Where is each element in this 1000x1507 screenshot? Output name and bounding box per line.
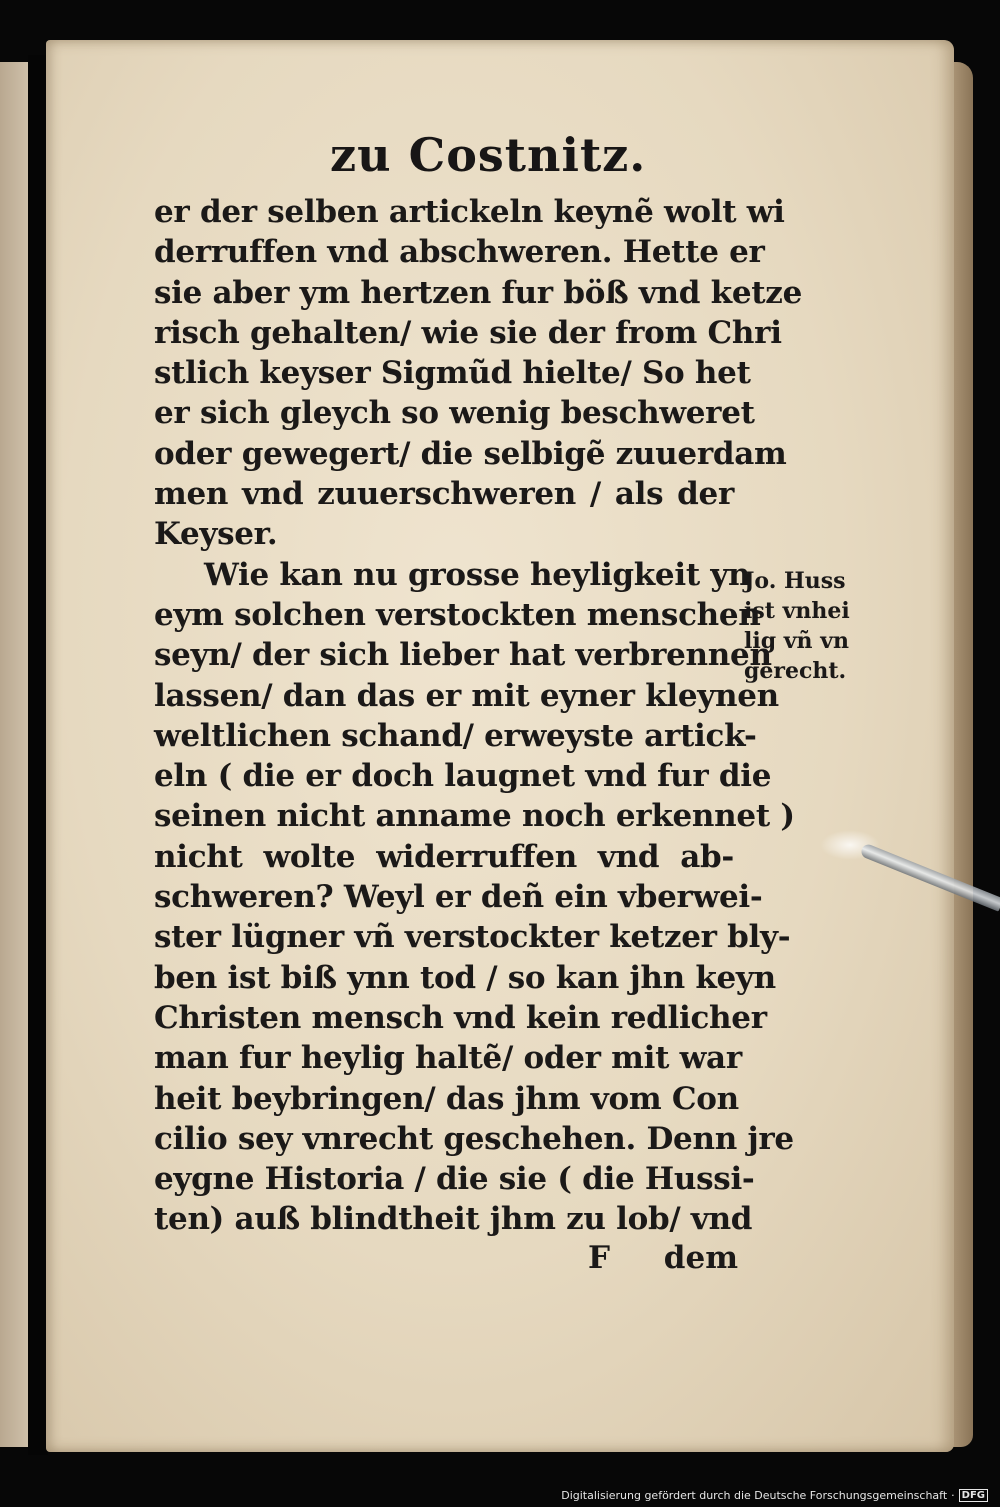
marginal-note-line: gerecht. — [744, 658, 847, 684]
text-line: stlich keyser Sigmũd hielte/ So het — [154, 355, 751, 392]
footer-text: Digitalisierung gefördert durch die Deutsche Forschungsgemeinschaft — [561, 1489, 948, 1502]
text-line: weltlichen schand/ erweyste artick- — [154, 717, 757, 754]
catchword-line — [588, 1240, 738, 1276]
text-line: eln ( die er doch laugnet vnd fur die — [154, 758, 772, 795]
text-line: seinen nicht anname noch erkennet ) — [154, 798, 795, 835]
text-line: ster lügner vñ verstockter ketzer bly- — [154, 919, 791, 956]
text-line: seyn/ der sich lieber hat verbrennen — [154, 637, 772, 674]
digitization-footer: Digitalisierung gefördert durch die Deutsche Forschungsgemeinschaft · DFG — [561, 1489, 988, 1502]
text-line: Keyser. — [154, 516, 278, 553]
text-line: cilio sey vnrecht geschehen. Denn jre — [154, 1120, 794, 1157]
text-line: eygne Historia / die sie ( die Hussi- — [154, 1161, 755, 1198]
text-line: risch gehalten/ wie sie der from Chri — [154, 314, 782, 351]
text-line: oder gewegert/ die selbigẽ zuuerdam — [154, 435, 787, 472]
text-line: ten) auß blindtheit jhm zu lob/ vnd — [154, 1201, 753, 1238]
text-line: schweren? Weyl er deñ ein vberwei- — [154, 879, 763, 916]
marginal-note — [744, 566, 874, 686]
marginal-note-line: lig vñ vn — [744, 628, 849, 654]
text-line: Christen mensch vnd kein redlicher — [154, 999, 767, 1036]
text-line: heit beybringen/ das jhm vom Con — [154, 1080, 739, 1117]
text-line: eym solchen verstockten menschen — [154, 596, 761, 633]
text-line: men vnd zuuerschweren / als der — [154, 476, 734, 513]
dfg-logo: DFG — [959, 1489, 988, 1502]
book-gutter — [28, 55, 48, 1455]
running-header: zu Costnitz. — [330, 128, 647, 182]
signature-mark: F — [588, 1240, 611, 1276]
marginal-note-line: ist vnhei — [744, 598, 850, 624]
text-line: er der selben artickeln keynẽ wolt wi — [154, 194, 785, 230]
text-line: man fur heylig haltẽ/ oder mit war — [154, 1040, 742, 1077]
text-line: derruffen vnd abschweren. Hette er — [154, 234, 765, 271]
text-line: nicht wolte widerruffen vnd ab- — [154, 838, 734, 875]
catchword: dem — [663, 1240, 738, 1276]
marginal-note-line: Jo. Huss — [744, 568, 846, 594]
text-line: Wie kan nu grosse heyligkeit yn — [204, 556, 751, 593]
text-line: er sich gleych so wenig beschweret — [154, 395, 755, 432]
text-line: ben ist biß ynn tod / so kan jhn keyn — [154, 959, 776, 996]
text-line: sie aber ym hertzen fur böß vnd ketze — [154, 274, 802, 311]
text-line: lassen/ dan das er mit eyner kleynen — [154, 677, 779, 714]
